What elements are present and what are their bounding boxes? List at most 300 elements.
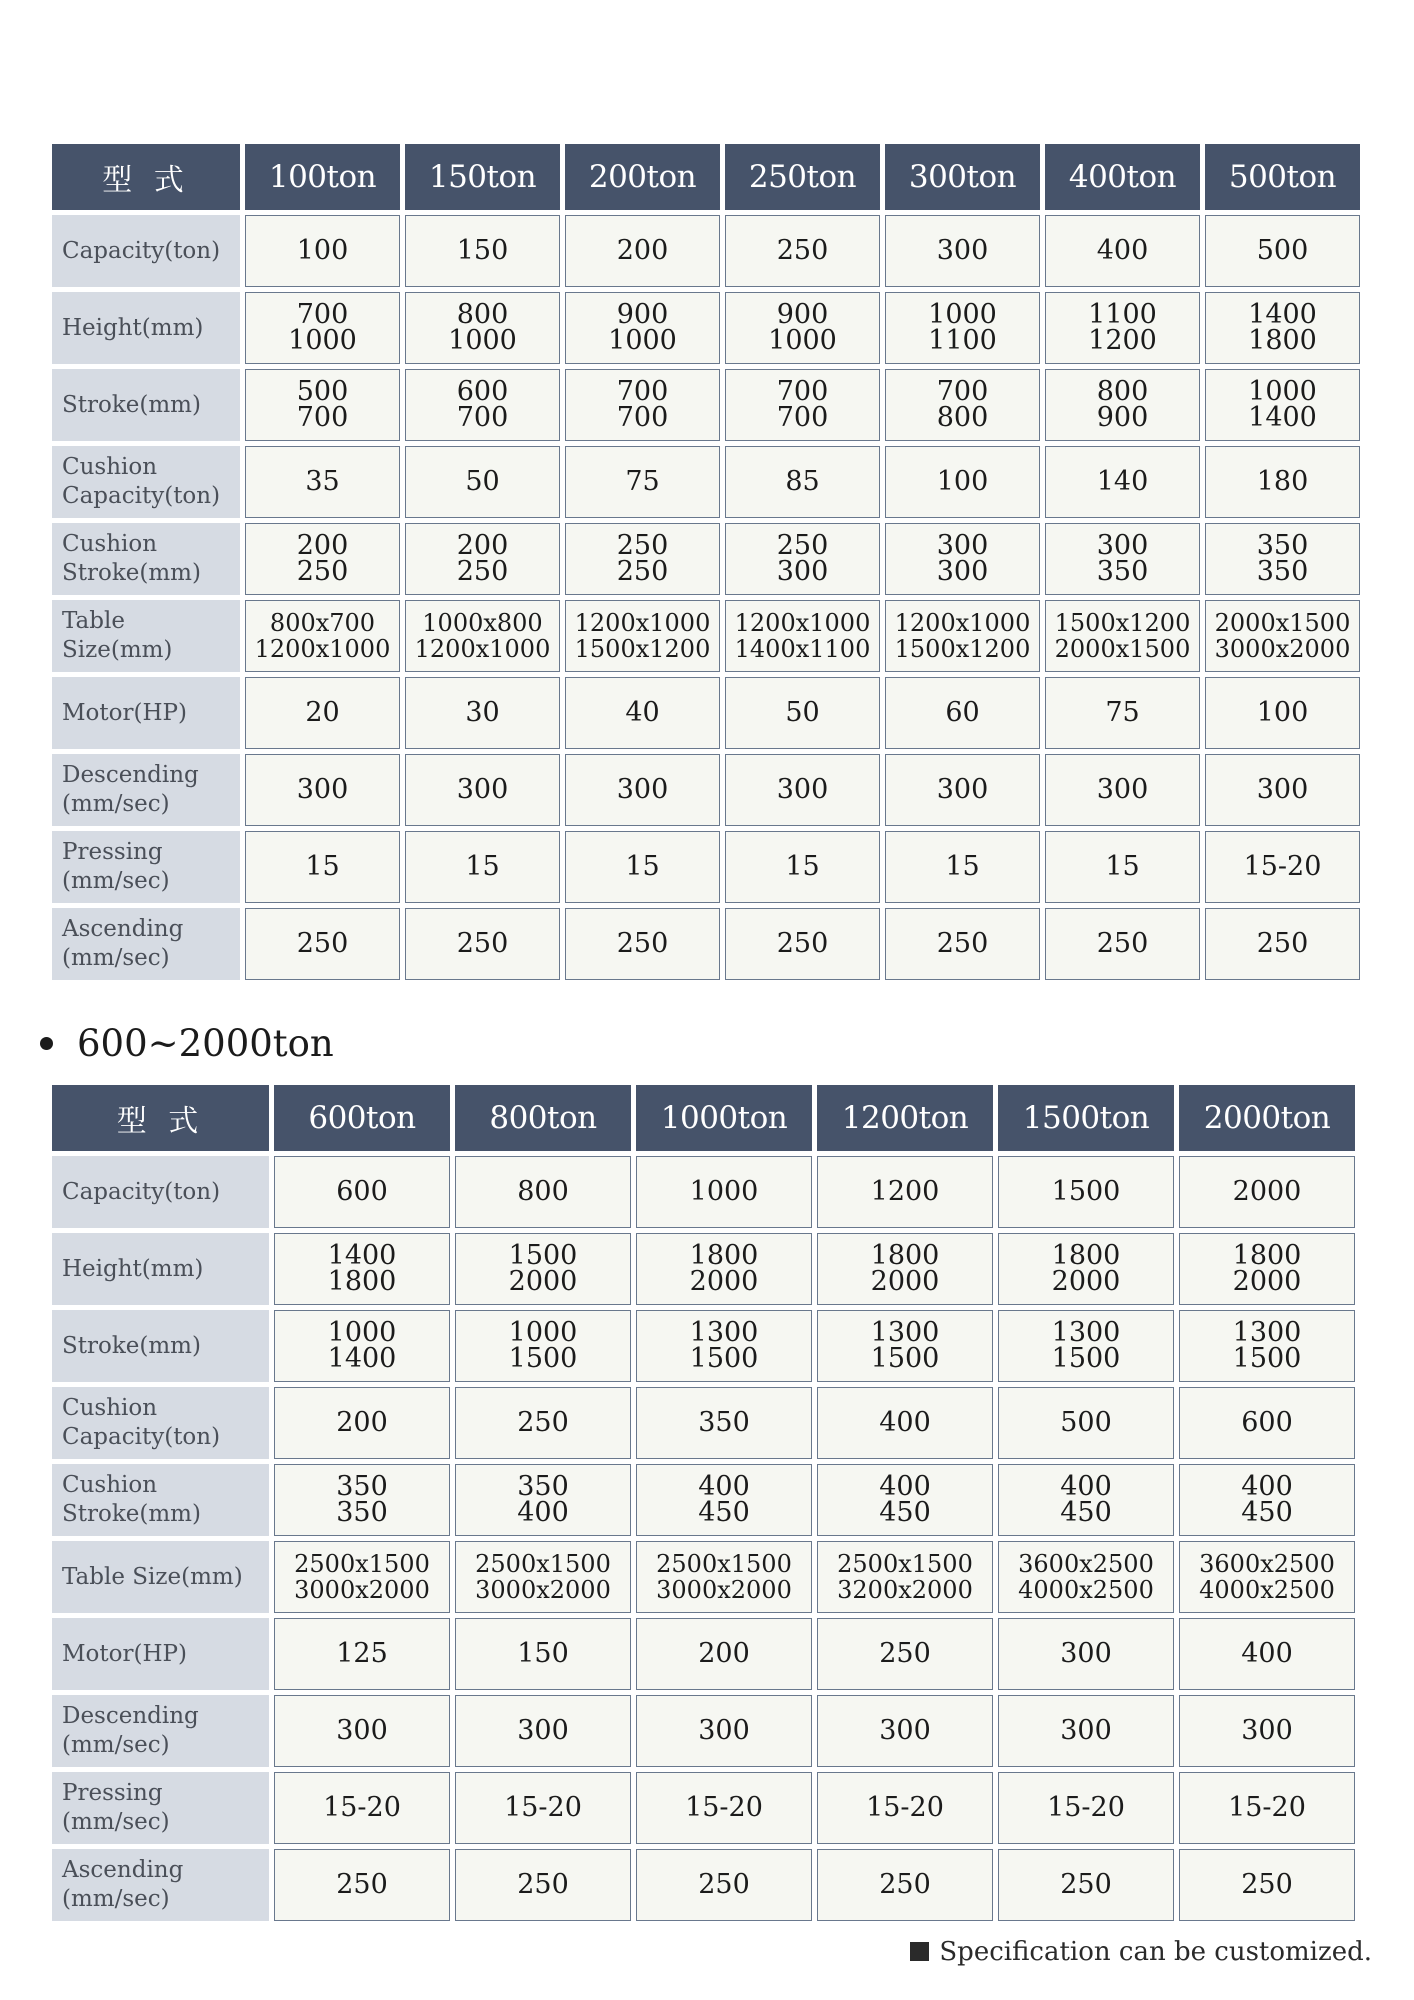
value-line: 15 [465, 851, 500, 882]
value-line: 50 [785, 697, 820, 728]
value-line: 300 [698, 1715, 750, 1746]
row-label-line: Capacity(ton) [62, 1424, 221, 1450]
value-line: 1200x1000 [734, 609, 871, 637]
value-line: 180 [1256, 466, 1309, 497]
value-line: 1000 [689, 1176, 759, 1207]
value-cell [725, 600, 880, 672]
value-line: 2500x1500 [656, 1550, 792, 1578]
row-label [52, 754, 240, 826]
value-line: 1200 [1088, 325, 1157, 356]
value-cell [725, 677, 880, 749]
row-label [52, 1156, 269, 1228]
value-line: 1800 [1051, 1240, 1121, 1271]
value-cell [245, 754, 400, 826]
table-row [52, 1618, 1355, 1690]
value-line: 300 [1060, 1715, 1112, 1746]
value-cell [565, 215, 720, 287]
value-cell [455, 1695, 631, 1767]
value-line: 1000 [1248, 376, 1317, 407]
value-line: 1500 [1051, 1176, 1121, 1207]
column-header: 250ton [725, 144, 880, 210]
section-heading-600-2000ton [40, 1022, 334, 1065]
value-cell [817, 1156, 993, 1228]
value-cell [817, 1618, 993, 1690]
value-line: 1400 [1248, 299, 1317, 330]
value-line: 250 [936, 928, 989, 959]
value-line: 1200x1000 [254, 635, 391, 663]
value-line: 350 [517, 1471, 569, 1502]
header-row [52, 144, 1360, 210]
value-line: 15-20 [1228, 1792, 1306, 1823]
value-cell [405, 754, 560, 826]
value-line: 400 [879, 1407, 931, 1438]
value-line: 1800 [1232, 1240, 1302, 1271]
value-cell [1179, 1618, 1355, 1690]
value-cell [998, 1772, 1174, 1844]
value-line: 150 [517, 1638, 569, 1669]
value-line: 20 [305, 697, 340, 728]
row-label [52, 523, 240, 595]
row-label [52, 1233, 269, 1305]
value-line: 300 [1096, 774, 1149, 805]
value-line: 200 [698, 1638, 750, 1669]
table-row [52, 600, 1360, 672]
value-cell [455, 1156, 631, 1228]
value-line: 250 [1096, 928, 1149, 959]
table-row [52, 1310, 1355, 1382]
table-row [52, 831, 1360, 903]
value-line: 700 [776, 376, 829, 407]
value-line: 1800 [327, 1266, 397, 1297]
value-line: 1000 [928, 299, 997, 330]
value-line: 100 [936, 466, 989, 497]
value-line: 250 [296, 928, 349, 959]
value-cell [1179, 1156, 1355, 1228]
value-cell [405, 908, 560, 980]
value-line: 1100 [1088, 299, 1157, 330]
value-cell [1045, 908, 1200, 980]
row-label-line: Stroke(mm) [62, 1501, 201, 1527]
value-cell [636, 1156, 812, 1228]
value-cell [1045, 677, 1200, 749]
value-cell [245, 908, 400, 980]
value-line: 350 [1256, 530, 1309, 561]
value-cell [405, 523, 560, 595]
row-label-line: Stroke(mm) [62, 1332, 201, 1359]
value-cell [817, 1387, 993, 1459]
value-cell [274, 1849, 450, 1921]
table-row [52, 446, 1360, 518]
value-line: 900 [776, 299, 829, 330]
value-line: 1200x1000 [414, 635, 551, 663]
value-cell [565, 292, 720, 364]
value-cell [1045, 754, 1200, 826]
value-cell [725, 908, 880, 980]
table-row [52, 1387, 1355, 1459]
value-line: 350 [336, 1471, 388, 1502]
value-cell [885, 754, 1040, 826]
value-line: 300 [776, 774, 829, 805]
value-line: 800 [936, 402, 989, 433]
value-line: 500 [1060, 1407, 1112, 1438]
value-line: 3000x2000 [475, 1576, 611, 1604]
value-line: 15 [1105, 851, 1140, 882]
row-label-line: Cushion [62, 1395, 158, 1421]
row-label [52, 1618, 269, 1690]
value-line: 300 [936, 530, 989, 561]
value-line: 300 [616, 774, 669, 805]
value-cell [817, 1849, 993, 1921]
value-cell [245, 600, 400, 672]
value-cell [1179, 1387, 1355, 1459]
value-cell [1205, 831, 1360, 903]
value-line: 15-20 [866, 1792, 944, 1823]
header-row [52, 1085, 1355, 1151]
value-line: 2000 [1232, 1176, 1302, 1207]
model-header-cell: 型 式 [52, 144, 240, 210]
value-line: 250 [296, 556, 349, 587]
value-line: 800 [517, 1176, 569, 1207]
model-header-cell: 型 式 [52, 1085, 269, 1151]
value-cell [885, 908, 1040, 980]
value-line: 2000x1500 [1054, 635, 1191, 663]
value-cell [817, 1464, 993, 1536]
row-label [52, 677, 240, 749]
value-line: 350 [336, 1497, 388, 1528]
value-line: 250 [1241, 1869, 1293, 1900]
value-line: 4000x2500 [1018, 1576, 1154, 1604]
value-cell [885, 523, 1040, 595]
value-line: 450 [698, 1497, 750, 1528]
value-cell [1045, 446, 1200, 518]
value-cell [1205, 446, 1360, 518]
value-line: 400 [1096, 235, 1149, 266]
value-line: 250 [616, 556, 669, 587]
row-label-line: Height(mm) [62, 1255, 204, 1282]
value-line: 1000 [288, 325, 357, 356]
value-line: 30 [465, 697, 500, 728]
value-line: 700 [456, 402, 509, 433]
value-line: 250 [517, 1407, 569, 1438]
value-line: 40 [625, 697, 660, 728]
value-cell [885, 292, 1040, 364]
value-cell [636, 1233, 812, 1305]
value-cell [405, 831, 560, 903]
footnote [910, 1937, 1372, 1967]
value-cell [1179, 1310, 1355, 1382]
value-line: 700 [296, 402, 349, 433]
column-header: 1200ton [817, 1085, 993, 1151]
value-cell [817, 1695, 993, 1767]
value-cell [636, 1695, 812, 1767]
value-cell [636, 1387, 812, 1459]
value-cell [1205, 908, 1360, 980]
value-cell [998, 1618, 1174, 1690]
value-line: 350 [698, 1407, 750, 1438]
value-line: 1500 [1232, 1343, 1302, 1374]
row-label-line: (mm/sec) [62, 1886, 170, 1912]
value-cell [725, 369, 880, 441]
value-cell [998, 1156, 1174, 1228]
value-line: 2500x1500 [475, 1550, 611, 1578]
value-cell [245, 677, 400, 749]
value-line: 200 [296, 530, 349, 561]
table-row [52, 292, 1360, 364]
value-line: 250 [776, 235, 829, 266]
column-header: 300ton [885, 144, 1040, 210]
value-line: 350 [1096, 556, 1149, 587]
value-line: 1000 [508, 1317, 578, 1348]
value-line: 250 [879, 1638, 931, 1669]
value-cell [636, 1772, 812, 1844]
row-label-line: (mm/sec) [62, 945, 170, 971]
value-cell [455, 1387, 631, 1459]
value-cell [998, 1849, 1174, 1921]
value-cell [725, 523, 880, 595]
value-line: 900 [616, 299, 669, 330]
spec-table-600-2000ton [47, 1080, 1360, 1926]
value-line: 350 [1256, 556, 1309, 587]
row-label-line: Stroke(mm) [62, 560, 201, 586]
value-cell [636, 1618, 812, 1690]
value-cell [1045, 523, 1200, 595]
column-header: 1000ton [636, 1085, 812, 1151]
value-line: 450 [879, 1497, 931, 1528]
value-line: 400 [879, 1471, 931, 1502]
table-row [52, 1156, 1355, 1228]
value-cell [1179, 1233, 1355, 1305]
value-line: 700 [936, 376, 989, 407]
value-line: 100 [296, 235, 349, 266]
value-line: 15 [305, 851, 340, 882]
value-line: 300 [936, 774, 989, 805]
value-line: 15-20 [1243, 851, 1322, 882]
row-label-line: Motor(HP) [62, 699, 187, 726]
value-line: 1500x1200 [894, 635, 1031, 663]
row-label-line: Height(mm) [62, 314, 204, 341]
value-cell [245, 523, 400, 595]
value-cell [725, 292, 880, 364]
value-line: 15-20 [685, 1792, 763, 1823]
value-cell [885, 369, 1040, 441]
value-line: 250 [517, 1869, 569, 1900]
value-line: 3600x2500 [1199, 1550, 1335, 1578]
value-line: 200 [336, 1407, 388, 1438]
value-cell [998, 1233, 1174, 1305]
value-cell [885, 600, 1040, 672]
value-cell [455, 1233, 631, 1305]
value-line: 1800 [689, 1240, 759, 1271]
value-line: 1400x1100 [734, 635, 871, 663]
value-line: 3200x2000 [837, 1576, 973, 1604]
column-header: 2000ton [1179, 1085, 1355, 1151]
value-cell [565, 677, 720, 749]
value-cell [1205, 677, 1360, 749]
value-cell [274, 1464, 450, 1536]
row-label [52, 369, 240, 441]
value-line: 15 [945, 851, 980, 882]
value-line: 250 [698, 1869, 750, 1900]
value-line: 2000x1500 [1214, 609, 1351, 637]
value-cell [1045, 369, 1200, 441]
row-label-line: Capacity(ton) [62, 1178, 221, 1205]
value-cell [998, 1464, 1174, 1536]
value-line: 1000 [608, 325, 677, 356]
value-line: 85 [785, 466, 820, 497]
value-line: 50 [465, 466, 500, 497]
value-line: 400 [517, 1497, 569, 1528]
value-line: 35 [305, 466, 340, 497]
value-line: 400 [1060, 1471, 1112, 1502]
row-label-line: Descending [62, 762, 199, 788]
column-header: 400ton [1045, 144, 1200, 210]
value-line: 250 [616, 530, 669, 561]
value-line: 300 [456, 774, 509, 805]
value-line: 250 [776, 928, 829, 959]
value-line: 3600x2500 [1018, 1550, 1154, 1578]
row-label-line: Table Size(mm) [62, 608, 173, 663]
value-line: 1800 [1248, 325, 1317, 356]
value-line: 1000 [768, 325, 837, 356]
value-cell [1179, 1772, 1355, 1844]
value-line: 400 [1241, 1638, 1293, 1669]
value-cell [1179, 1849, 1355, 1921]
value-cell [274, 1310, 450, 1382]
value-cell [817, 1310, 993, 1382]
value-line: 1400 [1248, 402, 1317, 433]
value-cell [274, 1387, 450, 1459]
value-cell [725, 754, 880, 826]
value-line: 3000x2000 [1214, 635, 1351, 663]
value-line: 1500 [870, 1343, 940, 1374]
value-cell [565, 908, 720, 980]
value-line: 75 [1105, 697, 1140, 728]
row-label [52, 908, 240, 980]
column-header: 600ton [274, 1085, 450, 1151]
row-label [52, 1387, 269, 1459]
value-cell [274, 1541, 450, 1613]
value-cell [1179, 1695, 1355, 1767]
section-heading-text: 600~2000ton [77, 1022, 334, 1065]
value-line: 2500x1500 [837, 1550, 973, 1578]
row-label [52, 1695, 269, 1767]
value-cell [565, 831, 720, 903]
value-line: 400 [1241, 1471, 1293, 1502]
value-cell [885, 677, 1040, 749]
value-line: 1400 [327, 1343, 397, 1374]
value-cell [1205, 292, 1360, 364]
value-line: 200 [456, 530, 509, 561]
value-cell [885, 446, 1040, 518]
value-cell [274, 1618, 450, 1690]
value-cell [405, 446, 560, 518]
value-line: 250 [616, 928, 669, 959]
value-cell [1045, 292, 1200, 364]
value-line: 1300 [689, 1317, 759, 1348]
row-label-line: Cushion [62, 531, 158, 557]
row-label-line: Table Size(mm) [62, 1563, 243, 1590]
value-line: 300 [296, 774, 349, 805]
column-header: 500ton [1205, 144, 1360, 210]
value-cell [1205, 754, 1360, 826]
value-line: 700 [616, 402, 669, 433]
value-line: 700 [296, 299, 349, 330]
column-header: 800ton [455, 1085, 631, 1151]
value-cell [565, 600, 720, 672]
value-cell [565, 523, 720, 595]
table-row [52, 215, 1360, 287]
value-cell [405, 292, 560, 364]
row-label-line: Stroke(mm) [62, 391, 201, 418]
value-cell [725, 831, 880, 903]
value-line: 300 [517, 1715, 569, 1746]
value-cell [636, 1310, 812, 1382]
value-cell [998, 1387, 1174, 1459]
value-line: 900 [1096, 402, 1149, 433]
table-row [52, 677, 1360, 749]
value-cell [636, 1464, 812, 1536]
value-line: 800 [1096, 376, 1149, 407]
value-cell [636, 1541, 812, 1613]
table-row [52, 908, 1360, 980]
value-line: 1000 [448, 325, 517, 356]
value-line: 150 [456, 235, 509, 266]
value-line: 600 [1241, 1407, 1293, 1438]
value-line: 200 [616, 235, 669, 266]
row-label [52, 1772, 269, 1844]
value-line: 15 [785, 851, 820, 882]
value-cell [274, 1695, 450, 1767]
value-line: 1500 [689, 1343, 759, 1374]
value-line: 300 [336, 1715, 388, 1746]
value-cell [245, 369, 400, 441]
value-line: 400 [698, 1471, 750, 1502]
row-label-line: Motor(HP) [62, 1640, 187, 1667]
value-cell [274, 1233, 450, 1305]
value-line: 4000x2500 [1199, 1576, 1335, 1604]
value-line: 2000 [508, 1266, 578, 1297]
row-label-line: (mm/sec) [62, 868, 170, 894]
value-line: 3000x2000 [294, 1576, 430, 1604]
table-row [52, 1464, 1355, 1536]
value-line: 75 [625, 466, 660, 497]
row-label-line: Ascending [62, 916, 184, 942]
value-cell [405, 369, 560, 441]
value-line: 1200x1000 [574, 609, 711, 637]
row-label-line: Descending [62, 1703, 199, 1729]
value-line: 300 [1241, 1715, 1293, 1746]
row-label [52, 831, 240, 903]
row-label [52, 1464, 269, 1536]
column-header: 100ton [245, 144, 400, 210]
value-cell [1045, 215, 1200, 287]
value-cell [1179, 1541, 1355, 1613]
value-cell [455, 1464, 631, 1536]
value-cell [817, 1233, 993, 1305]
value-cell [817, 1541, 993, 1613]
value-line: 1100 [928, 325, 997, 356]
value-line: 700 [776, 402, 829, 433]
value-cell [1179, 1464, 1355, 1536]
row-label [52, 1310, 269, 1382]
value-cell [455, 1772, 631, 1844]
value-line: 500 [296, 376, 349, 407]
table-row [52, 754, 1360, 826]
row-label-line: (mm/sec) [62, 1809, 170, 1835]
value-cell [565, 754, 720, 826]
value-line: 1500 [1051, 1343, 1121, 1374]
value-line: 15-20 [504, 1792, 582, 1823]
